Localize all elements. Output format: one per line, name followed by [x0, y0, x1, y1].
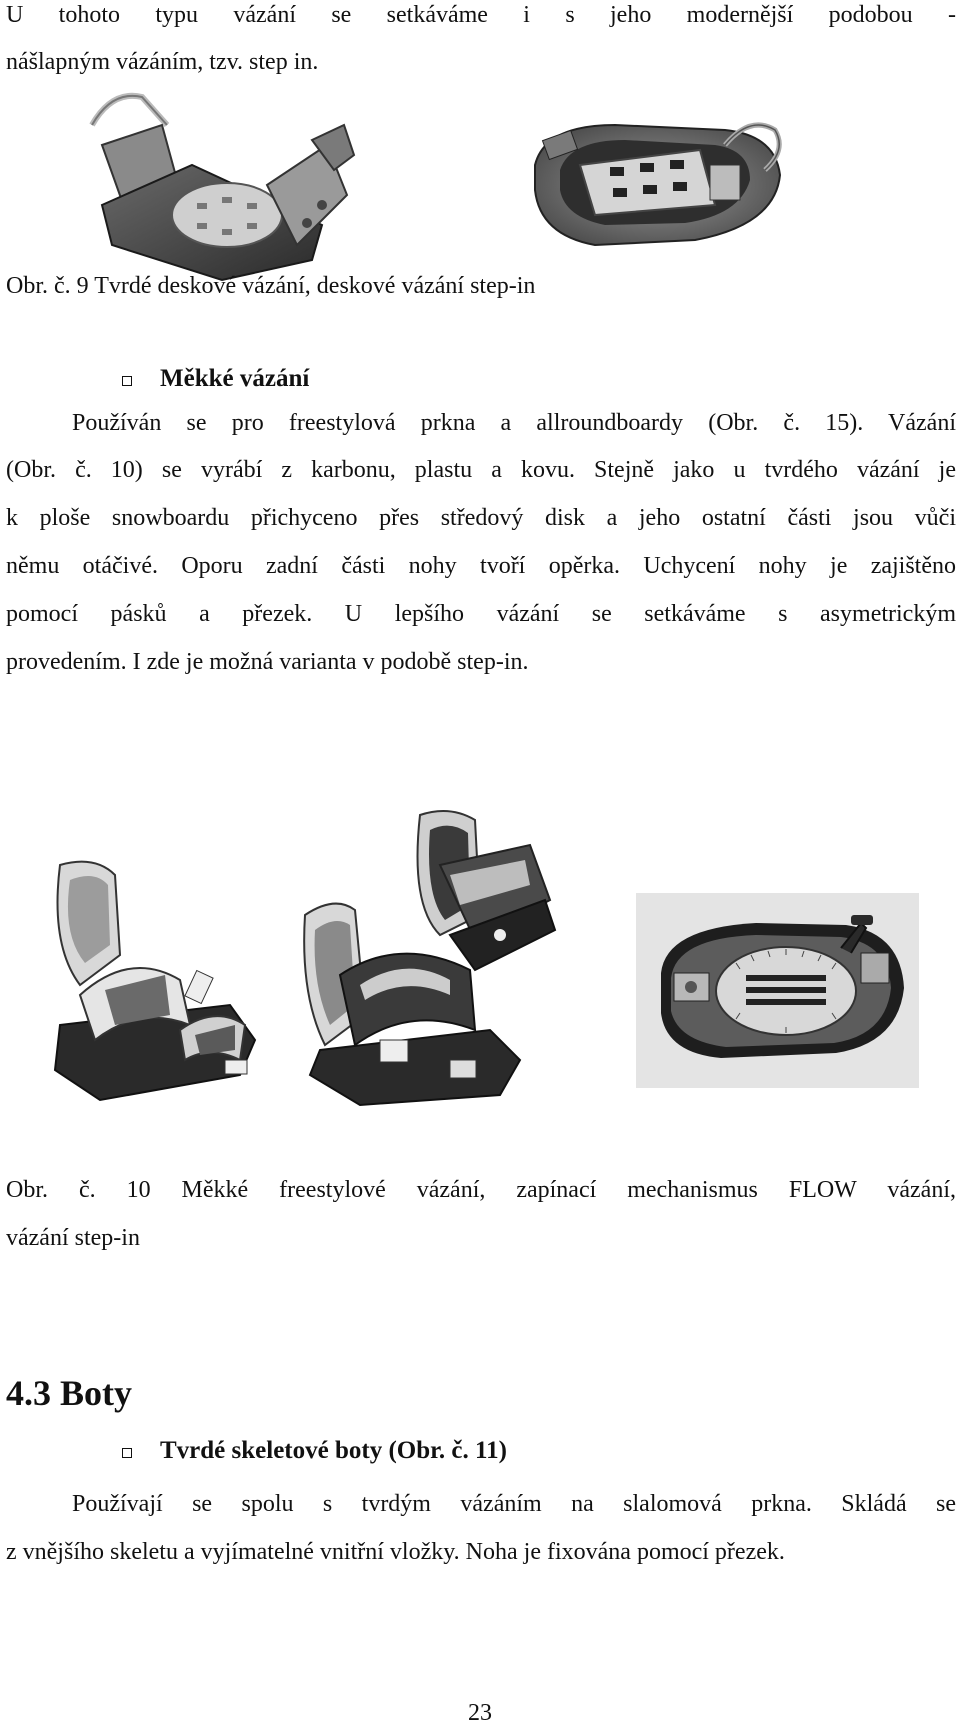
- boots-line-2: z vnějšího skeletu a vyjímatelné vnitřní vložky. Noha je fixována pomocí přezek.: [6, 1539, 785, 1565]
- section-title-boots: 4.3 Boty: [6, 1373, 132, 1413]
- page-number: 23: [468, 1700, 492, 1726]
- soft-binding-heading: Měkké vázání: [160, 365, 310, 392]
- soft-binding-line-2: (Obr. č. 10) se vyrábí z karbonu, plastu a kovu. Stejně jako u tvrdého vázání je: [6, 457, 956, 483]
- figure-9-caption: Obr. č. 9 Tvrdé deskové vázání, deskové vázání step-in: [6, 273, 536, 299]
- figure-10-caption-line-2: vázání step-in: [6, 1225, 140, 1251]
- intro-line-2: nášlapným vázáním, tzv. step in.: [6, 49, 319, 75]
- bullet-square-icon: [122, 1448, 132, 1458]
- boots-line-1: Používají se spolu s tvrdým vázáním na slalomová prkna. Skládá se: [72, 1491, 956, 1517]
- hard-boots-heading: Tvrdé skeletové boty (Obr. č. 11): [160, 1437, 507, 1464]
- step-in-soft-binding-image: [636, 893, 919, 1088]
- soft-binding-line-1: Používán se pro freestylová prkna a allroundboardy (Obr. č. 15). Vázání: [72, 410, 956, 436]
- soft-binding-line-4: němu otáčivé. Oporu zadní části nohy tvoří opěrka. Uchycení nohy je zajištěno: [6, 553, 956, 579]
- intro-line-1: U tohoto typu vázání se setkáváme i s jeho modernější podobou -: [6, 2, 956, 28]
- freestyle-binding-image: [40, 855, 265, 1110]
- soft-binding-line-5: pomocí pásků a přezek. U lepšího vázání se setkáváme s asymetrickým: [6, 601, 956, 627]
- bullet-square-icon: [122, 376, 132, 386]
- hard-plate-binding-image: [72, 85, 362, 285]
- flow-binding-image: [300, 805, 565, 1110]
- figure-10-caption-line-1: Obr. č. 10 Měkké freestylové vázání, zapínací mechanismus FLOW vázání,: [6, 1177, 956, 1203]
- step-in-plate-binding-image: [525, 95, 795, 260]
- soft-binding-line-6: provedením. I zde je možná varianta v podobě step-in.: [6, 649, 529, 675]
- soft-binding-line-3: k ploše snowboardu přichyceno přes středový disk a jeho ostatní části jsou vůči: [6, 505, 956, 531]
